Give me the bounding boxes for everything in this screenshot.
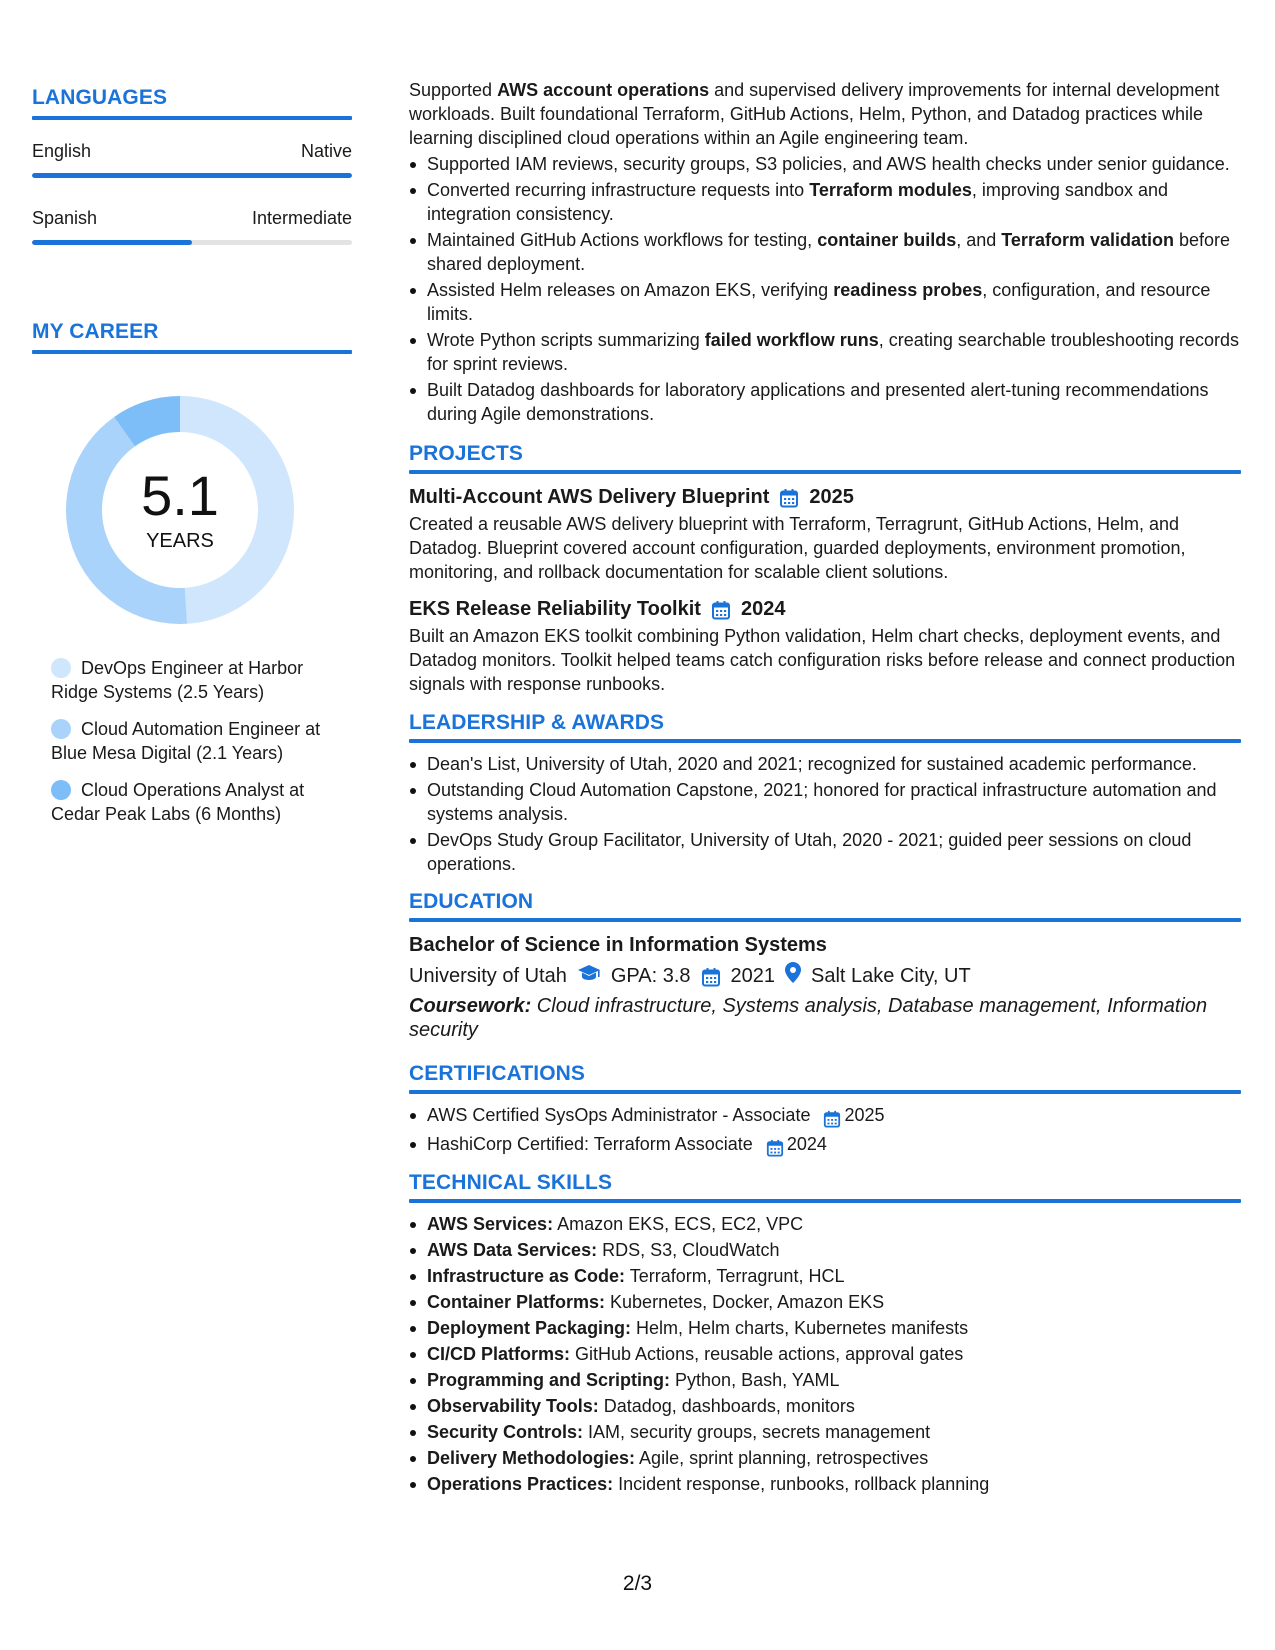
calendar-icon bbox=[779, 484, 799, 510]
sidebar bbox=[32, 86, 352, 839]
text: Supported IAM reviews, security groups, S3 policies, and AWS health checks under senior guidance. bbox=[427, 154, 1230, 174]
skill-item bbox=[409, 1290, 1241, 1314]
skill-category: Infrastructure as Code: bbox=[427, 1266, 626, 1286]
calendar-icon bbox=[701, 963, 721, 989]
list-item: Outstanding Cloud Automation Capstone, 2021; honored for practical infrastructure automation and systems analysis. bbox=[409, 778, 1241, 826]
proficiency-bar bbox=[32, 173, 352, 178]
career-donut-chart bbox=[66, 396, 294, 624]
certification-name: AWS Certified SysOps Administrator - Associate bbox=[427, 1105, 811, 1125]
text: , creating searchable troubleshooting records for sprint reviews. bbox=[427, 330, 1240, 374]
skill-values: Agile, sprint planning, retrospectives bbox=[635, 1448, 929, 1468]
skills-heading: TECHNICAL SKILLS bbox=[409, 1171, 613, 1194]
skill-item bbox=[409, 1316, 1241, 1340]
skill-item bbox=[409, 1420, 1241, 1444]
bold-text: failed workflow runs bbox=[704, 330, 879, 350]
projects-section bbox=[409, 442, 1241, 696]
skill-values: Terraform, Terragrunt, HCL bbox=[625, 1266, 845, 1286]
skill-category: Deployment Packaging: bbox=[427, 1318, 632, 1338]
career-heading: MY CAREER bbox=[32, 320, 159, 343]
skill-item bbox=[409, 1394, 1241, 1418]
list-item: Dean's List, University of Utah, 2020 and 2021; recognized for sustained academic performance. bbox=[409, 752, 1241, 776]
skills-section bbox=[409, 1171, 1241, 1496]
skill-item bbox=[409, 1472, 1241, 1496]
skill-values: IAM, security groups, secrets management bbox=[583, 1422, 931, 1442]
section-divider bbox=[409, 918, 1241, 922]
location-pin-icon bbox=[785, 962, 801, 990]
skill-values: Helm, Helm charts, Kubernetes manifests bbox=[631, 1318, 969, 1338]
project-year: 2025 bbox=[809, 486, 854, 508]
career-legend-item bbox=[51, 656, 352, 704]
list-item bbox=[409, 178, 1241, 226]
leadership-list bbox=[409, 752, 1241, 876]
text: , improving sandbox and integration consistency. bbox=[427, 180, 1169, 224]
project-year: 2024 bbox=[740, 598, 786, 620]
career-total-years: 5.1 bbox=[141, 463, 219, 527]
certification-item bbox=[409, 1103, 1241, 1130]
skill-values: RDS, S3, CloudWatch bbox=[597, 1240, 780, 1260]
degree-title: Bachelor of Science in Information Systems bbox=[409, 934, 827, 956]
skill-category: Security Controls: bbox=[427, 1422, 584, 1442]
graduation-year: 2021 bbox=[730, 965, 776, 987]
education-details bbox=[409, 962, 1241, 990]
coursework bbox=[409, 994, 1241, 1042]
skill-values: Kubernetes, Docker, Amazon EKS bbox=[605, 1292, 885, 1312]
coursework-list: Cloud infrastructure, Systems analysis, Database management, Information security bbox=[409, 995, 1208, 1041]
skill-category: CI/CD Platforms: bbox=[427, 1344, 571, 1364]
experience-continued bbox=[409, 78, 1241, 426]
school-name: University of Utah bbox=[409, 965, 567, 987]
calendar-icon bbox=[766, 1135, 784, 1159]
bold-text: container builds bbox=[817, 230, 957, 250]
career-label: Cloud Operations Analyst at Cedar Peak Labs (6 Months) bbox=[51, 780, 305, 824]
section-divider bbox=[409, 739, 1241, 743]
project-title: Multi-Account AWS Delivery Blueprint bbox=[409, 486, 770, 508]
certification-item bbox=[409, 1132, 1241, 1159]
education-heading: EDUCATION bbox=[409, 890, 534, 913]
legend-dot bbox=[51, 780, 71, 800]
project-item bbox=[409, 484, 1241, 584]
skills-list bbox=[409, 1212, 1241, 1496]
language-name: English bbox=[32, 141, 92, 161]
gpa: GPA: 3.8 bbox=[610, 965, 691, 987]
language-level: Native bbox=[300, 141, 352, 161]
job-summary bbox=[409, 78, 1241, 150]
list-item: DevOps Study Group Facilitator, University of Utah, 2020 - 2021; guided peer sessions on cloud operations. bbox=[409, 828, 1241, 876]
skill-values: Datadog, dashboards, monitors bbox=[598, 1396, 855, 1416]
skill-item bbox=[409, 1264, 1241, 1288]
career-label: DevOps Engineer at Harbor Ridge Systems (2.5 Years) bbox=[51, 658, 304, 702]
project-item bbox=[409, 596, 1241, 696]
leadership-section bbox=[409, 711, 1241, 876]
text: and supervised delivery improvements for internal development workloads. Built foundational Terraform, GitHub Actions, Helm, Python, and Datadog practices while learning disciplined cloud operations within an Agile engineering team. bbox=[409, 80, 1220, 148]
proficiency-bar bbox=[32, 240, 352, 245]
certification-name: HashiCorp Certified: Terraform Associate bbox=[427, 1134, 753, 1154]
skill-item bbox=[409, 1212, 1241, 1236]
bold-text: AWS account operations bbox=[497, 80, 710, 100]
project-description: Built an Amazon EKS toolkit combining Python validation, Helm chart checks, deployment events, and Datadog monitors. Toolkit helped teams catch configuration risks before release and connect production signals with response runbooks. bbox=[409, 626, 1236, 694]
proficiency-fill bbox=[32, 173, 352, 178]
certifications-section bbox=[409, 1062, 1241, 1159]
text: Converted recurring infrastructure requests into bbox=[427, 180, 810, 200]
skill-category: Observability Tools: bbox=[427, 1396, 599, 1416]
section-divider bbox=[32, 350, 352, 354]
projects-heading: PROJECTS bbox=[409, 442, 523, 465]
skill-values: Amazon EKS, ECS, EC2, VPC bbox=[553, 1214, 804, 1234]
skill-values: GitHub Actions, reusable actions, approval gates bbox=[570, 1344, 964, 1364]
text: , configuration, and resource limits. bbox=[427, 280, 1211, 324]
languages-heading: LANGUAGES bbox=[32, 86, 168, 109]
education-section bbox=[409, 890, 1241, 1042]
career-label: Cloud Automation Engineer at Blue Mesa Digital (2.1 Years) bbox=[51, 719, 321, 763]
skill-category: Operations Practices: bbox=[427, 1474, 614, 1494]
languages-section bbox=[32, 86, 352, 245]
skill-category: AWS Services: bbox=[427, 1214, 554, 1234]
text: Assisted Helm releases on Amazon EKS, verifying bbox=[427, 280, 834, 300]
main-column bbox=[409, 78, 1241, 1498]
list-item bbox=[409, 328, 1241, 376]
skill-category: Container Platforms: bbox=[427, 1292, 606, 1312]
language-level: Intermediate bbox=[251, 208, 352, 228]
text: Maintained GitHub Actions workflows for testing, bbox=[427, 230, 818, 250]
certification-year: 2024 bbox=[786, 1134, 827, 1154]
language-item bbox=[32, 141, 352, 178]
list-item bbox=[409, 378, 1241, 426]
language-item bbox=[32, 208, 352, 245]
skill-values: Incident response, runbooks, rollback planning bbox=[613, 1474, 990, 1494]
skill-item bbox=[409, 1368, 1241, 1392]
proficiency-fill bbox=[32, 240, 192, 245]
career-legend-item bbox=[51, 778, 352, 826]
legend-dot bbox=[51, 719, 71, 739]
bold-text: Terraform modules bbox=[809, 180, 972, 200]
job-bullets bbox=[409, 152, 1241, 426]
skill-item bbox=[409, 1342, 1241, 1366]
school-location: Salt Lake City, UT bbox=[811, 965, 971, 987]
coursework-label: Coursework: bbox=[409, 995, 532, 1017]
skill-item bbox=[409, 1446, 1241, 1470]
skill-category: AWS Data Services: bbox=[427, 1240, 598, 1260]
page-number: 2/3 bbox=[622, 1572, 653, 1595]
bold-text: Terraform validation bbox=[1001, 230, 1174, 250]
graduation-cap-icon bbox=[577, 963, 601, 989]
text: Built Datadog dashboards for laboratory applications and presented alert-tuning recommendations during Agile demonstrations. bbox=[427, 380, 1209, 424]
section-divider bbox=[409, 1090, 1241, 1094]
leadership-heading: LEADERSHIP & AWARDS bbox=[409, 711, 665, 734]
text: before shared deployment. bbox=[427, 230, 1231, 274]
text: Supported bbox=[409, 80, 498, 100]
project-description: Created a reusable AWS delivery blueprint with Terraform, Terragrunt, GitHub Actions, Helm, and Datadog. Blueprint covered account configuration, guarded deployments, environment promotion, monitoring, and rollback documentation for scalable client solutions. bbox=[409, 514, 1186, 582]
text: , and bbox=[956, 230, 1002, 250]
language-name: Spanish bbox=[32, 208, 98, 228]
bold-text: readiness probes bbox=[833, 280, 983, 300]
calendar-icon bbox=[711, 596, 731, 622]
career-section bbox=[32, 320, 352, 826]
section-divider bbox=[409, 1199, 1241, 1203]
project-title: EKS Release Reliability Toolkit bbox=[409, 598, 701, 620]
text: Wrote Python scripts summarizing bbox=[427, 330, 705, 350]
skill-item bbox=[409, 1238, 1241, 1262]
calendar-icon bbox=[823, 1106, 841, 1130]
career-legend bbox=[51, 656, 352, 826]
section-divider bbox=[409, 470, 1241, 474]
skill-category: Programming and Scripting: bbox=[427, 1370, 671, 1390]
skill-category: Delivery Methodologies: bbox=[427, 1448, 636, 1468]
career-total-unit: YEARS bbox=[146, 529, 214, 552]
legend-dot bbox=[51, 658, 71, 678]
certifications-list bbox=[409, 1103, 1241, 1159]
section-divider bbox=[32, 116, 352, 120]
certification-year: 2025 bbox=[844, 1105, 885, 1125]
list-item bbox=[409, 278, 1241, 326]
list-item bbox=[409, 152, 1241, 176]
certifications-heading: CERTIFICATIONS bbox=[409, 1062, 586, 1085]
career-legend-item bbox=[51, 717, 352, 765]
list-item bbox=[409, 228, 1241, 276]
skill-values: Python, Bash, YAML bbox=[670, 1370, 840, 1390]
